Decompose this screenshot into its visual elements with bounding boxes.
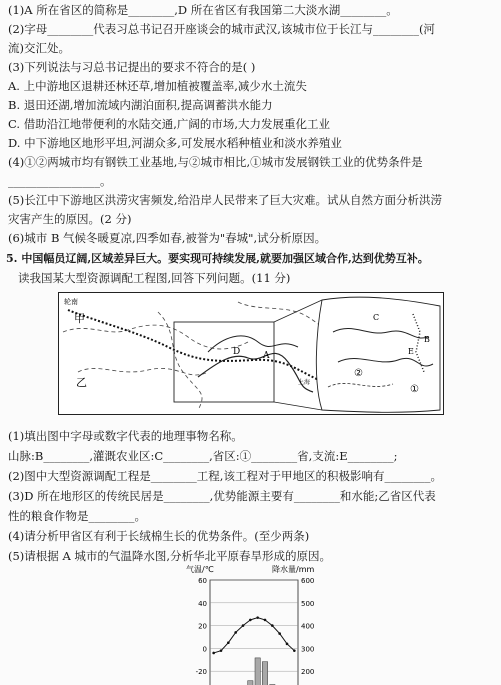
chart-precip-bar [248,681,253,685]
chart-temperature-point [212,652,215,655]
chart-temperature-point [234,631,237,634]
subquestion-5: (5)请根据 A 城市的气温降水图,分析华北平原春旱形成的原因。 [8,549,332,563]
answer-blank: ________________。 [8,174,112,188]
map-label-two: ② [354,368,363,379]
question-5-text: (5)长江中下游地区洪涝灾害频发,给沿岸人民带来了巨大灾难。试从自然方面分析洪涝 [8,193,442,207]
chart-right-tick-label: 200 [301,668,315,677]
chart-temperature-point [220,649,223,652]
question-6-text: (6)城市 B 气候冬暖夏凉,四季如春,被誉为"春城",试分析原因。 [8,231,327,245]
map-label-d: D [233,347,241,357]
chart-temperature-line [214,618,295,653]
map-label-b: B [424,335,430,344]
subquestion-4: (4)请分析甲省区有利于长绒棉生长的优势条件。(至少两条) [8,529,310,543]
option-b: B. 退田还湖,增加流域内湖泊面积,提高调蓄洪水能力 [8,98,273,112]
chart-precip-bar [262,662,267,685]
subquestion-1-blanks: 山脉:B________,灌溉农业区:C________,省区:①________省,支流:E________; [8,449,398,463]
option-c: C. 借助沿江地带便利的水陆交通,广阔的市场,大力发展重化工业 [8,117,331,131]
chart-right-tick-label: 500 [301,599,315,608]
question-3-text: (3)下列说法与习总书记提出的要求不符合的是( ) [8,60,256,74]
question-2-continuation: 流)交汇处。 [8,41,70,55]
chart-right-tick-label: 300 [301,645,315,654]
climate-chart [180,562,330,685]
subquestion-2: (2)图中大型资源调配工程是________工程,该工程对于甲地区的积极影响有________。 [8,469,442,483]
chart-temperature-point [249,619,252,622]
chart-right-tick-label: 600 [301,577,315,585]
map-label-yi: 乙 [76,376,87,389]
map-label-jia: 甲 [74,312,85,325]
question-2-text: (2)字母________代表习总书记召开座谈会的城市武汉,该城市位于长江与________(河 [8,22,435,36]
map-label-lunnan: 轮南 [64,298,78,306]
map-label-c: C [373,313,380,322]
map-label-shanghai: 上海 [298,379,311,386]
map-label-a: A [263,351,270,361]
chart-temperature-point [278,632,281,635]
chart-right-axis-label: 降水量/mm [272,565,315,574]
chart-temperature-point [293,649,296,652]
chart-right-tick-label: 400 [301,622,315,631]
question-1-text: (1)A 所在省区的简称是________,D 所在省区有我国第二大淡水湖________。 [8,3,398,17]
problem-5-intro: 5. 中国幅员辽阔,区域差异巨大。要实现可持续发展,就要加强区域合作,达到优势互补。 [6,252,429,265]
chart-left-tick-label: 40 [198,599,207,608]
option-a: A. 上中游地区退耕还林还草,增加植被覆盖率,减少水土流失 [8,79,307,93]
option-d: D. 中下游地区地形平坦,河湖众多,可发展水稻种植业和淡水养殖业 [8,136,342,150]
chart-left-tick-label: 0 [202,645,207,654]
chart-left-tick-label: -20 [195,668,207,677]
chart-temperature-point [227,641,230,644]
chart-plot-frame [210,580,298,685]
chart-temperature-point [271,624,274,627]
chart-temperature-point [264,619,267,622]
chart-left-tick-label: 60 [198,577,207,585]
chart-temperature-point [256,616,259,619]
chart-temperature-point [242,624,245,627]
chart-temperature-point [286,643,289,646]
problem-5-instruction: 读我国某大型资源调配工程图,回答下列问题。(11 分) [18,271,291,285]
map-label-one: ① [410,384,419,395]
subquestion-1: (1)填出图中字母或数字代表的地理事物名称。 [8,429,243,443]
subquestion-3: (3)D 所在地形区的传统民居是________,优势能源主要有________和水能;乙省区代表 [8,489,436,503]
chart-left-axis-label: 气温/℃ [186,565,214,574]
chart-precip-bar [255,658,260,685]
resource-map-figure [58,292,444,415]
subquestion-3-continuation: 性的粮食作物是________。 [8,509,146,523]
chart-left-tick-label: 20 [198,622,207,631]
question-5-continuation: 灾害产生的原因。(2 分) [8,212,132,226]
map-label-e: E [408,347,414,356]
question-4-text: (4)①②两城市均有钢铁工业基地,与②城市相比,①城市发展钢铁工业的优势条件是 [8,155,423,169]
